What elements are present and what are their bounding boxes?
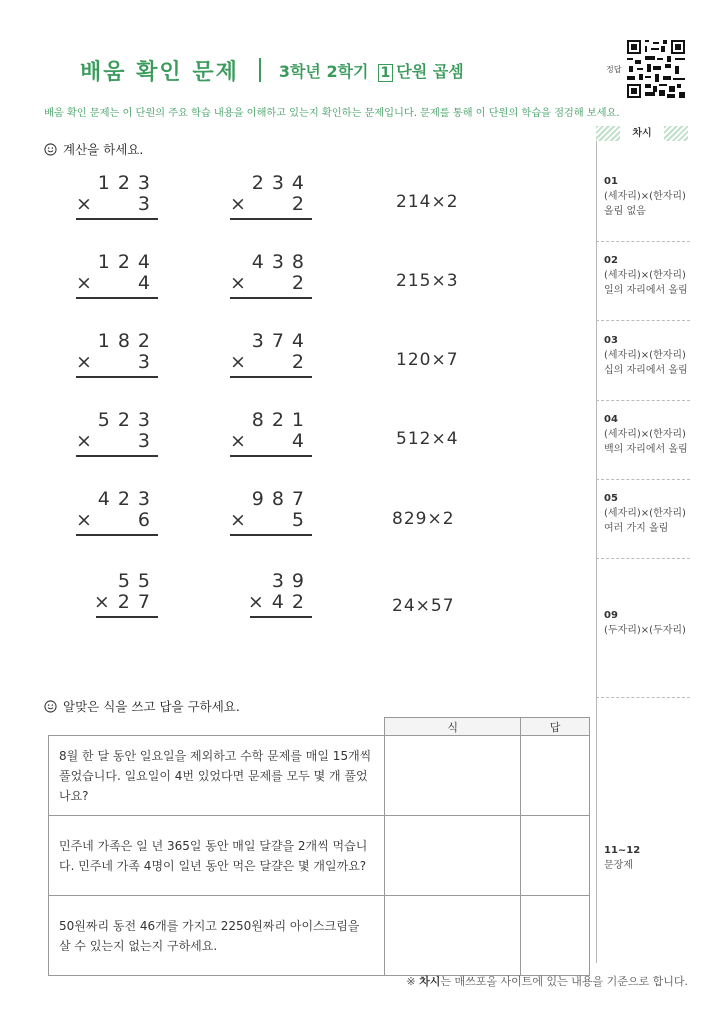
- multiply-sign: ×: [76, 272, 92, 294]
- vertical-problem: [76, 251, 158, 299]
- answer-cell[interactable]: [521, 736, 590, 816]
- sidebar-separator: [596, 558, 690, 559]
- sidebar-item-09: [604, 608, 694, 638]
- multiplicand: 123: [97, 172, 158, 194]
- multiplier: ×42: [247, 591, 312, 613]
- multiplicand: 821: [251, 409, 312, 431]
- sidebar-item-line2: 일의 자리에서 올림: [604, 285, 688, 296]
- answer-cell[interactable]: [521, 896, 590, 976]
- unit-name: 단원 곱셈: [396, 61, 464, 81]
- multiplier: 2: [291, 351, 312, 373]
- answer-line: [76, 218, 158, 220]
- footer-bold: 차시: [419, 975, 441, 988]
- multiplier: 4: [291, 430, 312, 452]
- multiply-sign: ×: [230, 272, 246, 294]
- title-divider: [259, 58, 261, 82]
- sidebar-item-num: 01: [604, 176, 618, 187]
- horizontal-problem: 512×4: [396, 429, 459, 449]
- sidebar-item-line1: (세자리)×(한자리): [604, 270, 686, 281]
- table-row: [49, 736, 590, 816]
- vertical-problem: [230, 251, 312, 299]
- unit-label: [375, 59, 464, 82]
- table-row: [49, 896, 590, 976]
- table-header-blank: [49, 718, 385, 736]
- multiplier: 6: [137, 509, 158, 531]
- sidebar-item-01: [604, 174, 694, 219]
- worksheet-title: 배움 확인 문제: [80, 59, 239, 85]
- multiply-sign: ×: [76, 351, 92, 373]
- multiplicand: 182: [97, 330, 158, 352]
- sidebar-item-line1: 문장제: [604, 860, 633, 871]
- answer-line: [76, 376, 158, 378]
- section-calc-title: [44, 140, 143, 158]
- table-header-row: [49, 718, 590, 736]
- vertical-problem: [76, 409, 158, 457]
- multiply-sign: ×: [76, 430, 92, 452]
- multiplicand: 438: [251, 251, 312, 273]
- unit-number-box: 1: [378, 64, 394, 82]
- multiplier: 3: [137, 430, 158, 452]
- sidebar-item-line1: (세자리)×(한자리): [604, 508, 686, 519]
- section-calc-label: 계산을 하세요.: [63, 142, 144, 157]
- footer-text: 는 매쓰포올 사이트에 있는 내용을 기준으로 합니다.: [440, 975, 688, 988]
- multiplier: 2: [291, 272, 312, 294]
- sidebar-item-05: [604, 491, 694, 536]
- multiplier: 5: [291, 509, 312, 531]
- section-word-label: 알맞은 식을 쓰고 답을 구하세요.: [63, 699, 240, 714]
- problem-text: 50원짜리 동전 46개를 가지고 2250원짜리 아이스크림을 살 수 있는지 없는지 구하세요.: [49, 896, 385, 976]
- equation-cell[interactable]: [385, 816, 521, 896]
- multiplicand: 523: [97, 409, 158, 431]
- intro-description: 배움 확인 문제는 이 단원의 주요 학습 내용을 이해하고 있는지 확인하는 문제입니다. 문제를 통해 이 단원의 학습을 점검해 보세요.: [44, 107, 620, 119]
- answer-line: [96, 616, 158, 618]
- grade-label: 3학년 2학기: [278, 61, 369, 81]
- sidebar-separator: [596, 479, 690, 480]
- multiplier: 3: [137, 193, 158, 215]
- sidebar-separator: [596, 241, 690, 242]
- sidebar-separator: [596, 697, 690, 698]
- multiply-sign: ×: [230, 509, 246, 531]
- multiplier: ×27: [93, 591, 158, 613]
- answer-line: [230, 297, 312, 299]
- vertical-problem: [93, 570, 158, 618]
- multiplier: 3: [137, 351, 158, 373]
- multiply-sign: ×: [76, 509, 92, 531]
- multiplicand: 124: [97, 251, 158, 273]
- multiply-sign: ×: [230, 351, 246, 373]
- sidebar-item-line1: (세자리)×(한자리): [604, 350, 686, 361]
- footer-prefix: ※: [406, 975, 420, 988]
- vertical-problem: [247, 570, 312, 618]
- sidebar-item-line2: 올림 없음: [604, 206, 646, 217]
- answer-line: [230, 534, 312, 536]
- multiplicand: 39: [271, 570, 312, 592]
- sidebar-item-line1: (두자리)×(두자리): [604, 625, 686, 636]
- horizontal-problem: 214×2: [396, 192, 459, 212]
- section-word-title: [44, 697, 240, 715]
- multiply-sign: ×: [230, 193, 246, 215]
- column-header-equation: 식: [385, 718, 521, 736]
- sidebar-item-num: 03: [604, 335, 618, 346]
- answer-line: [76, 297, 158, 299]
- answer-line: [230, 455, 312, 457]
- qr-code-icon[interactable]: [627, 40, 685, 98]
- sidebar-separator: [596, 320, 690, 321]
- answer-line: [250, 616, 312, 618]
- sidebar-item-03: [604, 333, 694, 378]
- vertical-problem: [230, 488, 312, 536]
- multiplicand: 234: [251, 172, 312, 194]
- horizontal-problem: 215×3: [396, 271, 459, 291]
- footer-note: [406, 973, 688, 989]
- multiplicand: 55: [117, 570, 158, 592]
- word-problem-table: [48, 717, 590, 976]
- equation-cell[interactable]: [385, 736, 521, 816]
- sidebar-item-02: [604, 253, 694, 298]
- sidebar-item-11-12: [604, 843, 694, 873]
- sidebar-separator: [596, 400, 690, 401]
- vertical-problem: [230, 409, 312, 457]
- vertical-problem: [230, 330, 312, 378]
- multiplier: 2: [291, 193, 312, 215]
- sidebar-item-num: 09: [604, 610, 618, 621]
- sidebar-item-num: 05: [604, 493, 618, 504]
- multiplicand: 987: [251, 488, 312, 510]
- multiplier: 4: [137, 272, 158, 294]
- page-title: [80, 52, 464, 88]
- multiplicand: 374: [251, 330, 312, 352]
- vertical-problem: [230, 172, 312, 220]
- answer-label: 정답: [606, 65, 622, 74]
- sidebar-item-line1: (세자리)×(한자리): [604, 191, 686, 202]
- horizontal-problem: 120×7: [396, 350, 459, 370]
- sidebar-item-num: 02: [604, 255, 618, 266]
- equation-cell[interactable]: [385, 896, 521, 976]
- sidebar-item-line2: 백의 자리에서 올림: [604, 444, 688, 455]
- vertical-problem: [76, 172, 158, 220]
- problem-text: 8월 한 달 동안 일요일을 제외하고 수학 문제를 매일 15개씩 풀었습니다. 일요일이 4번 있었다면 문제를 모두 몇 개 풀었나요?: [49, 736, 385, 816]
- vertical-problem: [76, 330, 158, 378]
- multiplicand: 423: [97, 488, 158, 510]
- sidebar-header: 차시: [620, 126, 664, 141]
- answer-line: [76, 455, 158, 457]
- table-row: [49, 816, 590, 896]
- sidebar-item-line2: 십의 자리에서 올림: [604, 365, 688, 376]
- multiply-sign: ×: [230, 430, 246, 452]
- answer-cell[interactable]: [521, 816, 590, 896]
- answer-line: [230, 376, 312, 378]
- smile-icon: [44, 143, 57, 156]
- multiply-sign: ×: [76, 193, 92, 215]
- sidebar-item-line1: (세자리)×(한자리): [604, 429, 686, 440]
- horizontal-problem: 24×57: [392, 596, 455, 616]
- sidebar-item-num: 04: [604, 414, 618, 425]
- answer-line: [76, 534, 158, 536]
- smile-icon: [44, 700, 57, 713]
- vertical-problem: [76, 488, 158, 536]
- sidebar-divider: [596, 141, 597, 963]
- sidebar-item-04: [604, 412, 694, 457]
- problem-text: 민주네 가족은 일 년 365일 동안 매일 달걀을 2개씩 먹습니다. 민주네 가족 4명이 일년 동안 먹은 달걀은 몇 개일까요?: [49, 816, 385, 896]
- answer-line: [230, 218, 312, 220]
- horizontal-problem: 829×2: [392, 509, 455, 529]
- sidebar-item-line2: 여러 가지 올림: [604, 523, 669, 534]
- sidebar-item-num: 11~12: [604, 845, 641, 856]
- column-header-answer: 답: [521, 718, 590, 736]
